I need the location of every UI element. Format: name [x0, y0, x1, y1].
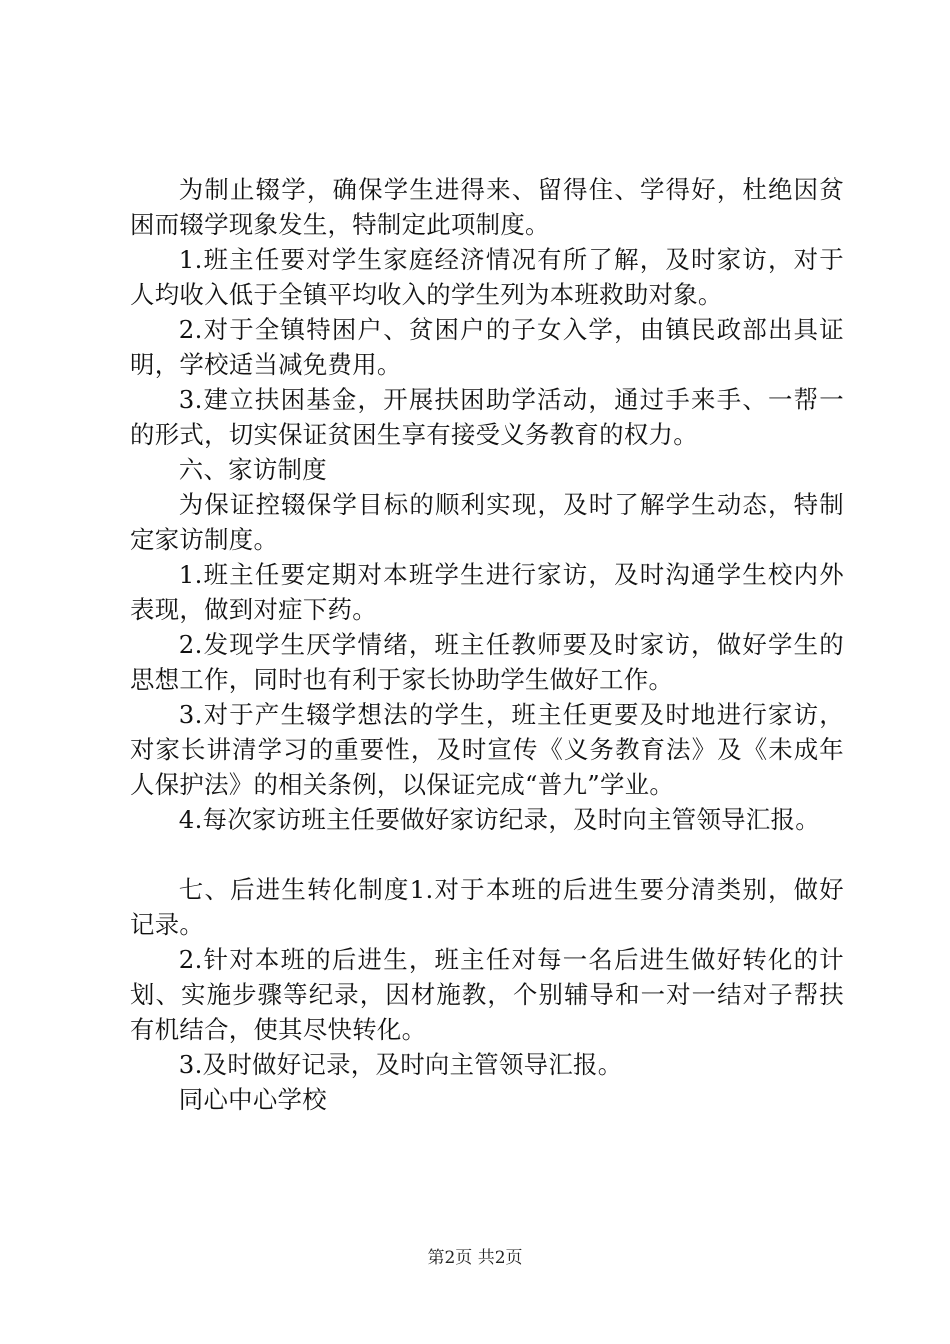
paragraph-lagging-2: 2.针对本班的后进生，班主任对每一名后进生做好转化的计划、实施步骤等纪录，因材施教，个别辅导和一对一结对子帮扶有机结合，使其尽快转化。 [130, 945, 844, 1044]
page-footer: 第2页 共2页 [427, 1248, 523, 1268]
section-heading-lagging-students: 七、后进生转化制度1.对于本班的后进生要分清类别，做好记录。 [130, 875, 844, 939]
paragraph-home-visit-1: 1.班主任要定期对本班学生进行家访，及时沟通学生校内外表现，做到对症下药。 [130, 560, 844, 624]
paragraph-item-2: 2.对于全镇特困户、贫困户的子女入学，由镇民政部出具证明，学校适当减免费用。 [130, 315, 844, 379]
paragraph-item-3: 3.建立扶困基金，开展扶困助学活动，通过手来手、一帮一的形式，切实保证贫困生享有接受义务教育的权力。 [130, 385, 844, 449]
paragraph-item-1: 1.班主任要对学生家庭经济情况有所了解，及时家访，对于人均收入低于全镇平均收入的学生列为本班救助对象。 [130, 245, 844, 309]
paragraph-home-visit-2: 2.发现学生厌学情绪，班主任教师要及时家访，做好学生的思想工作，同时也有利于家长协助学生做好工作。 [130, 630, 844, 694]
section-heading-home-visit: 六、家访制度 [178, 455, 327, 484]
paragraph-intro: 为制止辍学，确保学生进得来、留得住、学得好，杜绝因贫困而辍学现象发生，特制定此项制度。 [130, 175, 844, 239]
school-signoff: 同心中心学校 [178, 1085, 327, 1114]
paragraph-home-visit-intro: 为保证控辍保学目标的顺利实现，及时了解学生动态，特制定家访制度。 [130, 490, 844, 554]
paragraph-lagging-3: 3.及时做好记录，及时向主管领导汇报。 [178, 1050, 623, 1079]
paragraph-home-visit-4: 4.每次家访班主任要做好家访纪录，及时向主管领导汇报。 [178, 805, 820, 834]
document-body [130, 172, 844, 1117]
paragraph-home-visit-3: 3.对于产生辍学想法的学生，班主任更要及时地进行家访，对家长讲清学习的重要性，及时宣传《义务教育法》及《未成年人保护法》的相关条例，以保证完成“普九”学业。 [130, 700, 844, 799]
